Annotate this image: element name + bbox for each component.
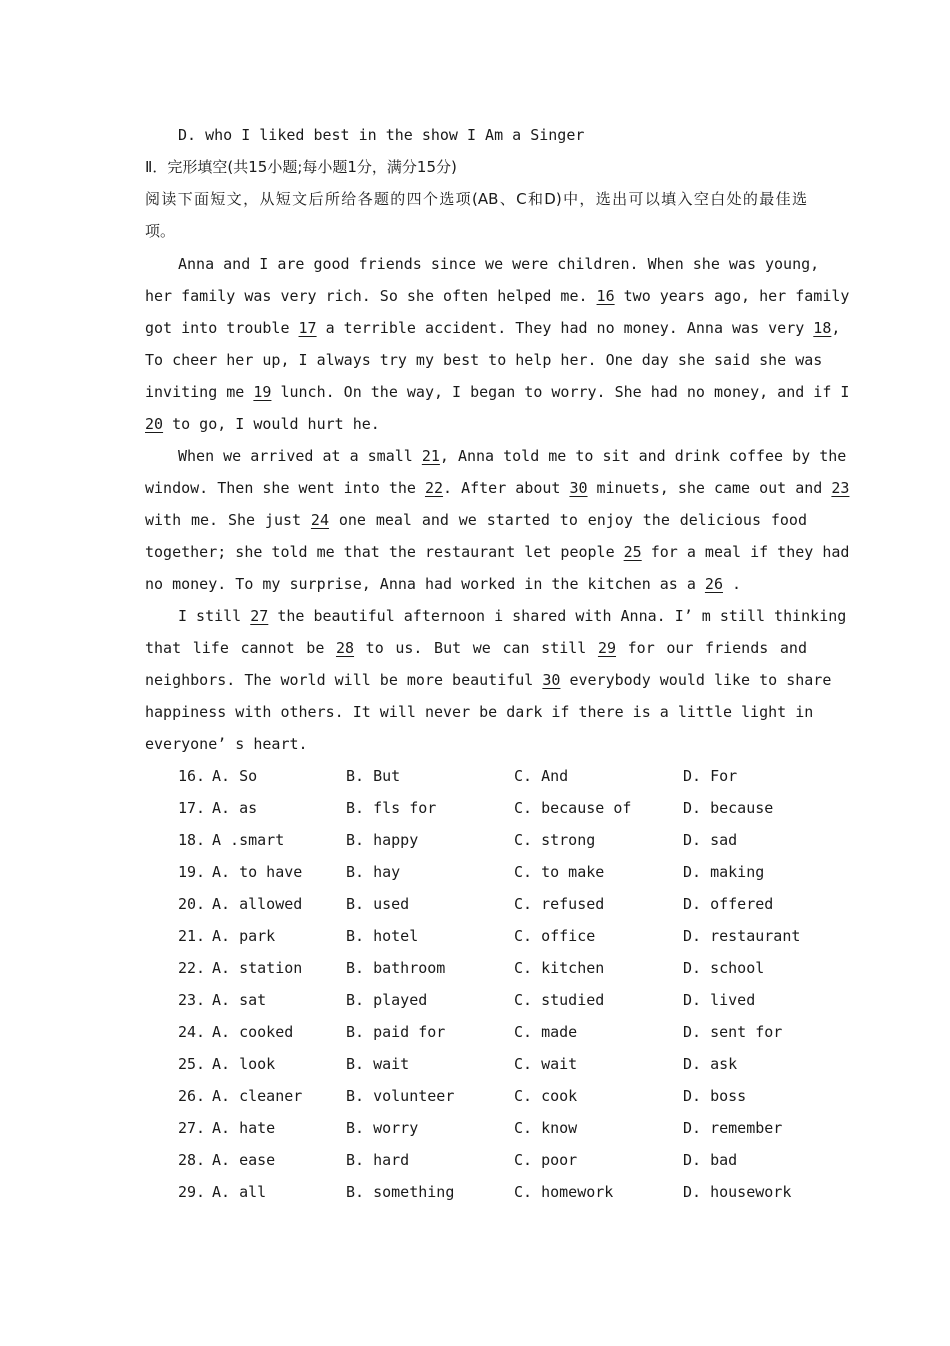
option-a: A. all xyxy=(212,1183,267,1201)
option-d: D. boss xyxy=(683,1087,747,1105)
option-d: D. For xyxy=(683,767,738,785)
option-c: C. poor xyxy=(514,1151,578,1169)
option-a: A. cooked xyxy=(212,1023,294,1041)
question-number: 24. xyxy=(178,1023,206,1041)
option-b: B. hard xyxy=(346,1151,410,1169)
option-a: A. hate xyxy=(212,1119,276,1137)
option-a: A. So xyxy=(212,767,258,785)
option-a: A. as xyxy=(212,799,258,817)
option-c: C. kitchen xyxy=(514,959,605,977)
option-a: A. to have xyxy=(212,863,303,881)
question-number: 16. xyxy=(178,767,206,785)
blank-24: 24 xyxy=(310,511,329,529)
option-b: B. fls for xyxy=(346,799,437,817)
option-a: A. cleaner xyxy=(212,1087,303,1105)
question-number: 23. xyxy=(178,991,206,1009)
question-number: 28. xyxy=(178,1151,206,1169)
blank-16: 16 xyxy=(596,287,615,305)
option-b: B. used xyxy=(346,895,410,913)
option-b: B. hotel xyxy=(346,927,419,945)
option-d: D. remember xyxy=(683,1119,783,1137)
option-c: C. wait xyxy=(514,1055,578,1073)
blank-28: 28 xyxy=(335,639,355,657)
option-c: C. made xyxy=(514,1023,578,1041)
option-b: B. hay xyxy=(346,863,401,881)
option-b: B. volunteer xyxy=(346,1087,455,1105)
option-c: C. cook xyxy=(514,1087,578,1105)
option-d: D. offered xyxy=(683,895,774,913)
option-d: D. housework xyxy=(683,1183,792,1201)
section-title: Ⅱ．完形填空(共15小题;每小题1分，满分15分) xyxy=(145,158,457,176)
question-number: 26. xyxy=(178,1087,206,1105)
blank-30-inline: 30 xyxy=(569,479,588,497)
option-c: C. And xyxy=(514,767,569,785)
option-d: D. school xyxy=(683,959,765,977)
passage-line: together; she told me that the restaurant let people 25 for a meal if they had xyxy=(145,543,850,561)
passage-line: inviting me 19 lunch. On the way, I began to worry. She had no money, and if I xyxy=(145,383,850,401)
option-d: D. lived xyxy=(683,991,756,1009)
option-a: A. sat xyxy=(212,991,267,1009)
question-number: 21. xyxy=(178,927,206,945)
section-instruction-cont: 项。 xyxy=(145,222,176,240)
option-d: D. sad xyxy=(683,831,738,849)
passage-line: happiness with others. It will never be dark if there is a little light in xyxy=(145,703,814,721)
option-b: B. happy xyxy=(346,831,419,849)
option-d: D. restaurant xyxy=(683,927,801,945)
blank-27: 27 xyxy=(250,607,269,625)
blank-20: 20 xyxy=(145,415,164,433)
blank-26: 26 xyxy=(704,575,723,593)
blank-18: 18 xyxy=(813,319,832,337)
section-instruction: 阅读下面短文，从短文后所给各题的四个选项(AB、C和D)中，选出可以填入空白处的最佳选 xyxy=(145,190,807,208)
question-number: 29. xyxy=(178,1183,206,1201)
option-c: C. homework xyxy=(514,1183,614,1201)
blank-17: 17 xyxy=(298,319,317,337)
passage-line: Anna and I are good friends since we were children. When she was young, xyxy=(178,255,820,273)
passage-line: neighbors. The world will be more beautiful 30 everybody would like to share xyxy=(145,671,832,689)
blank-19: 19 xyxy=(253,383,272,401)
option-a: A. park xyxy=(212,927,276,945)
passage-line: with me. She just 24 one meal and we started to enjoy the delicious food xyxy=(145,511,807,529)
passage-line: her family was very rich. So she often helped me. 16 two years ago, her family xyxy=(145,287,850,305)
option-c: C. know xyxy=(514,1119,578,1137)
previous-option-d: D. who I liked best in the show I Am a Singer xyxy=(178,126,585,144)
passage-line: 20 to go, I would hurt he. xyxy=(145,415,380,433)
option-b: B. played xyxy=(346,991,428,1009)
passage-line: window. Then she went into the 22. After about 30 minuets, she came out and 23 xyxy=(145,479,850,497)
option-c: C. refused xyxy=(514,895,605,913)
option-a: A. look xyxy=(212,1055,276,1073)
option-b: B. bathroom xyxy=(346,959,446,977)
option-c: C. strong xyxy=(514,831,596,849)
option-a: A .smart xyxy=(212,831,285,849)
option-a: A. allowed xyxy=(212,895,303,913)
option-d: D. making xyxy=(683,863,765,881)
blank-21: 21 xyxy=(421,447,440,465)
option-b: B. something xyxy=(346,1183,455,1201)
option-c: C. studied xyxy=(514,991,605,1009)
passage-line: no money. To my surprise, Anna had worked in the kitchen as a 26 . xyxy=(145,575,742,593)
option-c: C. to make xyxy=(514,863,605,881)
blank-22: 22 xyxy=(424,479,444,497)
question-number: 22. xyxy=(178,959,206,977)
blank-25: 25 xyxy=(623,543,642,561)
question-number: 17. xyxy=(178,799,206,817)
question-number: 20. xyxy=(178,895,206,913)
question-number: 25. xyxy=(178,1055,206,1073)
blank-30: 30 xyxy=(542,671,561,689)
passage-line: that life cannot be 28 to us. But we can still 29 for our friends and xyxy=(145,639,807,657)
option-d: D. because xyxy=(683,799,774,817)
option-a: A. ease xyxy=(212,1151,276,1169)
blank-23: 23 xyxy=(831,479,850,497)
option-b: B. paid for xyxy=(346,1023,446,1041)
option-c: C. office xyxy=(514,927,596,945)
blank-29: 29 xyxy=(597,639,617,657)
option-c: C. because of xyxy=(514,799,632,817)
option-b: B. worry xyxy=(346,1119,419,1137)
question-number: 27. xyxy=(178,1119,206,1137)
passage-line: I still 27 the beautiful afternoon i shared with Anna. I’ m still thinking xyxy=(178,607,847,625)
option-b: B. wait xyxy=(346,1055,410,1073)
question-number: 18. xyxy=(178,831,206,849)
passage-line: When we arrived at a small 21, Anna told me to sit and drink coffee by the xyxy=(178,447,847,465)
passage-line: everyone’ s heart. xyxy=(145,735,308,753)
option-a: A. station xyxy=(212,959,303,977)
option-d: D. ask xyxy=(683,1055,738,1073)
passage-line: To cheer her up, I always try my best to help her. One day she said she was xyxy=(145,351,823,369)
option-d: D. bad xyxy=(683,1151,738,1169)
passage-line: got into trouble 17 a terrible accident. They had no money. Anna was very 18, xyxy=(145,319,841,337)
option-d: D. sent for xyxy=(683,1023,783,1041)
option-b: B. But xyxy=(346,767,401,785)
question-number: 19. xyxy=(178,863,206,881)
